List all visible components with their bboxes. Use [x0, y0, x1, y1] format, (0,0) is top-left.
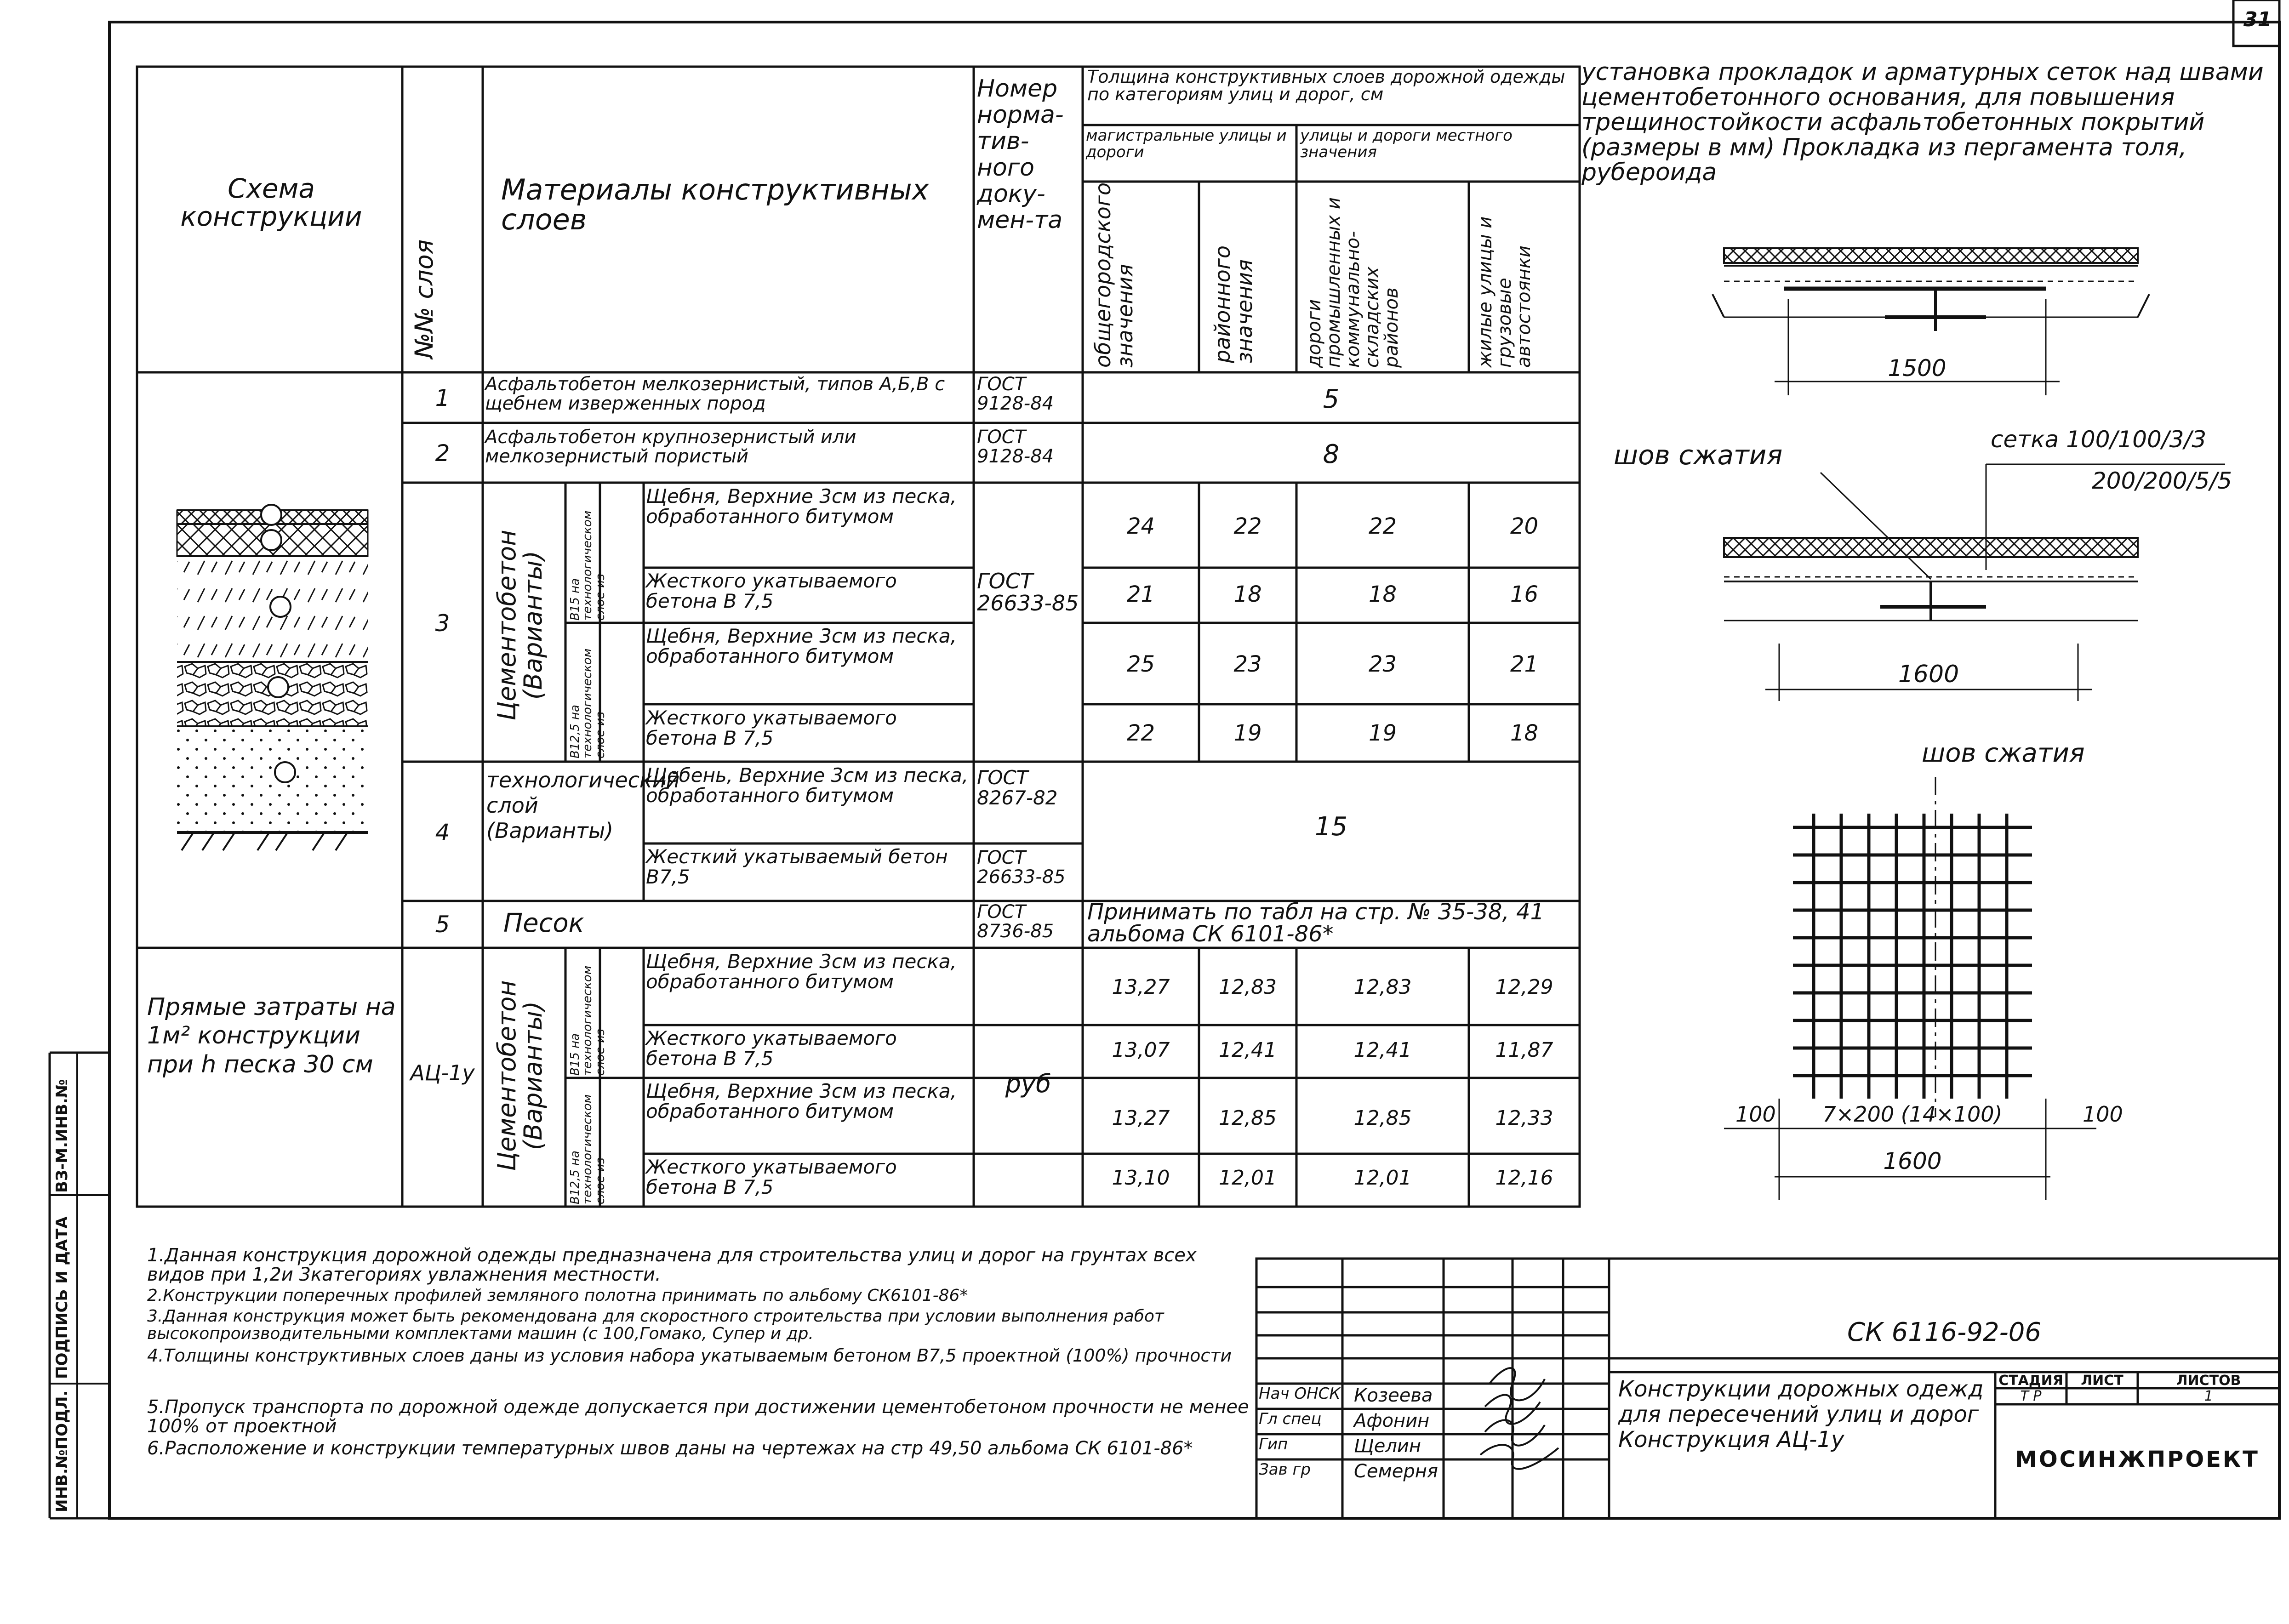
stamp-role-2: Гл спец — [1259, 1410, 1322, 1428]
row2-value: 8 — [1323, 439, 1340, 469]
row5-doc: ГОСТ 8736-85 — [977, 901, 1054, 942]
note-2: 2.Конструкции поперечных профилей земляного полотна принимать по альбому СК6101-86* — [147, 1286, 968, 1305]
row3-doc: ГОСТ 26633-85 — [977, 569, 1079, 616]
row3-v2-c3: 18 — [1368, 581, 1397, 607]
row3-variant4: Жесткого укатываемого бетона В 7,5 — [646, 707, 897, 750]
cost-v1-c4: 12,29 — [1495, 975, 1553, 999]
row3-v3-c3: 23 — [1368, 651, 1397, 677]
row3-v2-c2: 18 — [1233, 581, 1262, 607]
row4-variant2: Жесткий укатываемый бетон В7,5 — [646, 845, 948, 889]
cost-v2-c1: 13,07 — [1112, 1038, 1170, 1062]
row3-v4-c3: 19 — [1368, 720, 1397, 746]
header-thickness: Толщина конструктивных слоев дорожной одежды по категориям улиц и дорог, см — [1087, 67, 1565, 104]
cost-v3-c1: 13,27 — [1112, 1106, 1170, 1130]
cost-sub1: В15 на технологическом слое из — [568, 965, 607, 1076]
header-scheme: Схема конструкции — [180, 173, 362, 232]
cost-v1-c2: 12,83 — [1219, 975, 1277, 999]
page-number: 31 — [2243, 8, 2272, 31]
row2-no: 2 — [435, 440, 450, 467]
row3-v4-c1: 22 — [1126, 720, 1155, 746]
mesh-label-2: 200/200/5/5 — [2092, 467, 2232, 494]
header-cat1: общегородского значения — [1090, 182, 1138, 368]
inv-label: ИНВ.№ПОДЛ. — [53, 1390, 71, 1512]
stamp-code: СК 6116-92-06 — [1847, 1317, 2042, 1347]
cost-sub2: В12,5 на технологическом слое из — [568, 1094, 607, 1204]
cost-v2-c4: 11,87 — [1495, 1038, 1553, 1062]
row1-no: 1 — [435, 385, 450, 411]
cost-v1-c1: 13,27 — [1112, 975, 1170, 999]
stamp-sheets-header: ЛИСТОВ — [2176, 1373, 2241, 1389]
row4-variant1: Щебень, Верхние 3см из песка, обработанного битумом — [646, 764, 969, 807]
stamp-stage-header: СТАДИЯ — [1998, 1373, 2063, 1389]
row5-material: Песок — [503, 908, 584, 938]
stamp-role-4: Зав гр — [1259, 1460, 1311, 1479]
header-layer-no: №№ слоя — [410, 239, 439, 359]
row3-variant2: Жесткого укатываемого бетона В 7,5 — [646, 570, 897, 613]
row3-v3-c1: 25 — [1126, 651, 1155, 677]
stamp-org: МОСИНЖПРОЕКТ — [2015, 1447, 2260, 1472]
mesh-label: сетка 100/100/3/3 — [1991, 426, 2207, 453]
cost-v2-c2: 12,41 — [1219, 1038, 1277, 1062]
dim-1600-b: 1600 — [1883, 1148, 1942, 1174]
row4-doc2: ГОСТ 26633-85 — [977, 847, 1066, 888]
vzam-label: ВЗ-М.ИНВ.№ — [53, 1079, 71, 1193]
row3-sub2: В12,5 на технологическом слое из — [568, 648, 607, 758]
header-cat2: районного значения — [1210, 245, 1257, 363]
row3-v1-c1: 24 — [1126, 513, 1155, 539]
stamp-name-1: Козеева — [1354, 1385, 1433, 1406]
dim-100-left: 100 — [1735, 1102, 1776, 1127]
row3-v1-c2: 22 — [1233, 513, 1262, 539]
row3-variant1: Щебня, Верхние 3см из песка, обработанного битумом — [646, 485, 957, 528]
joint-label-2: шов сжатия — [1922, 738, 2085, 768]
cost-v4-c3: 12,01 — [1353, 1166, 1412, 1190]
row2-material: Асфальтобетон крупнозернистый или мелкозернистый пористый — [485, 427, 856, 467]
dim-1600-a: 1600 — [1898, 661, 1959, 688]
row1-value: 5 — [1323, 384, 1340, 414]
header-normdoc: Номер норма-тив-ного доку-мен-та — [977, 75, 1064, 234]
stamp-role-3: Гип — [1259, 1435, 1288, 1453]
stamp-role-1: Нач ОНСК — [1259, 1385, 1341, 1403]
row4-doc1: ГОСТ 8267-82 — [977, 766, 1058, 809]
row2-doc: ГОСТ 9128-84 — [977, 427, 1054, 467]
stamp-title: Конструкции дорожных одежд для пересечений улиц и дорог Конструкция АЦ-1у — [1618, 1376, 1984, 1453]
cost-group: Цементобетон (Варианты) — [492, 980, 548, 1171]
row5-value: Принимать по табл на стр. № 35-38, 41 альбома СК 6101-86* — [1087, 899, 1545, 947]
sign-date-label: ПОДПИСЬ И ДАТА — [53, 1216, 71, 1379]
cost-v3-c4: 12,33 — [1495, 1106, 1553, 1130]
dim-100-right: 100 — [2083, 1102, 2123, 1127]
header-materials: Материалы конструктивных слоев — [501, 173, 929, 237]
row3-sub1: В15 на технологическом слое из — [568, 510, 607, 621]
cost-v4-c1: 13,10 — [1112, 1166, 1170, 1190]
note-4: 4.Толщины конструктивных слоев даны из условия набора укатываемым бетоном В7,5 проектной (100%) прочности — [147, 1345, 1232, 1366]
row4-group: технологический слой (Варианты) — [486, 768, 680, 843]
row5-no: 5 — [435, 911, 450, 938]
header-group-local: улицы и дороги местного значения — [1300, 126, 1513, 161]
row3-v4-c4: 18 — [1510, 720, 1539, 746]
joint-label-1: шов сжатия — [1614, 439, 1783, 471]
note-5: 5.Пропуск транспорта по дорожной одежде допускается при достижении цементобетоном прочности не менее 100% от проектной — [147, 1396, 1249, 1437]
right-caption: установка прокладок и арматурных сеток над швами цементобетонного основания, для повышения трещиностойкости асфальтобетонных покрытий (размеры в мм) Прокладка из пергамента толя, рубероида — [1581, 58, 2264, 187]
row3-v1-c3: 22 — [1368, 513, 1397, 539]
stamp-sheet-header: ЛИСТ — [2081, 1373, 2123, 1389]
cost-variant4: Жесткого укатываемого бетона В 7,5 — [646, 1156, 897, 1199]
dim-1500: 1500 — [1888, 355, 1947, 382]
stamp-sheets: 1 — [2204, 1388, 2213, 1404]
cost-v1-c3: 12,83 — [1353, 975, 1412, 999]
header-cat3: дороги промышленных и коммунально-складских районов — [1304, 197, 1402, 368]
cost-v3-c2: 12,85 — [1219, 1106, 1277, 1130]
row3-variant3: Щебня, Верхние 3см из песка, обработанного битумом — [646, 625, 957, 668]
cost-code: АЦ-1у — [410, 1060, 475, 1085]
note-6: 6.Расположение и конструкции температурных швов даны на чертежах на стр 49,50 альбома СК 6101-86* — [147, 1438, 1193, 1459]
row3-v2-c1: 21 — [1126, 581, 1155, 607]
stamp-name-3: Щелин — [1354, 1436, 1421, 1457]
row3-no: 3 — [435, 610, 450, 637]
cost-variant3: Щебня, Верхние 3см из песка, обработанного битумом — [646, 1080, 957, 1123]
header-cat4: жилые улицы и грузовые автостоянки — [1475, 216, 1535, 368]
cost-unit: руб — [1005, 1069, 1051, 1098]
cost-v3-c3: 12,85 — [1353, 1106, 1412, 1130]
cost-variant2: Жесткого укатываемого бетона В 7,5 — [646, 1027, 897, 1070]
stamp-stage: Т Р — [2020, 1388, 2042, 1404]
stamp-name-2: Афонин — [1354, 1410, 1430, 1431]
row4-value: 15 — [1314, 812, 1348, 842]
row4-no: 4 — [435, 819, 450, 846]
cost-v4-c4: 12,16 — [1495, 1166, 1553, 1190]
row3-group: Цементобетон (Варианты) — [492, 530, 548, 721]
row3-v3-c4: 21 — [1510, 651, 1539, 677]
row3-v1-c4: 20 — [1510, 513, 1539, 539]
scheme-layer-5 — [177, 726, 368, 832]
row3-v2-c4: 16 — [1510, 581, 1539, 607]
cost-variant1: Щебня, Верхние 3см из песка, обработанного битумом — [646, 950, 957, 993]
row1-doc: ГОСТ 9128-84 — [977, 374, 1054, 414]
header-group-magistral: магистральные улицы и дороги — [1086, 126, 1287, 161]
stamp-name-4: Семерня — [1354, 1461, 1438, 1482]
row3-v3-c2: 23 — [1233, 651, 1262, 677]
cost-v4-c2: 12,01 — [1219, 1166, 1277, 1190]
note-1: 1.Данная конструкция дорожной одежды предназначена для строительства улиц и дорог на грунтах всех видов при 1,2и 3категориях увлажнения местности. — [147, 1245, 1197, 1285]
cost-v2-c3: 12,41 — [1353, 1038, 1412, 1062]
dim-mesh-mid: 7×200 (14×100) — [1822, 1102, 2003, 1127]
row3-v4-c2: 19 — [1233, 720, 1262, 746]
row1-material: Асфальтобетон мелкозернистый, типов А,Б,В с щебнем изверженных пород — [485, 374, 945, 414]
cost-label: Прямые затраты на 1м² конструкции при h песка 30 см — [147, 993, 396, 1078]
note-3: 3.Данная конструкция может быть рекомендована для скоростного строительства при условии выполнения работ высокопроизводительными комплектами машин (с 100,Гомако, Супер и др. — [147, 1307, 1164, 1343]
ground-hatch — [177, 833, 368, 850]
